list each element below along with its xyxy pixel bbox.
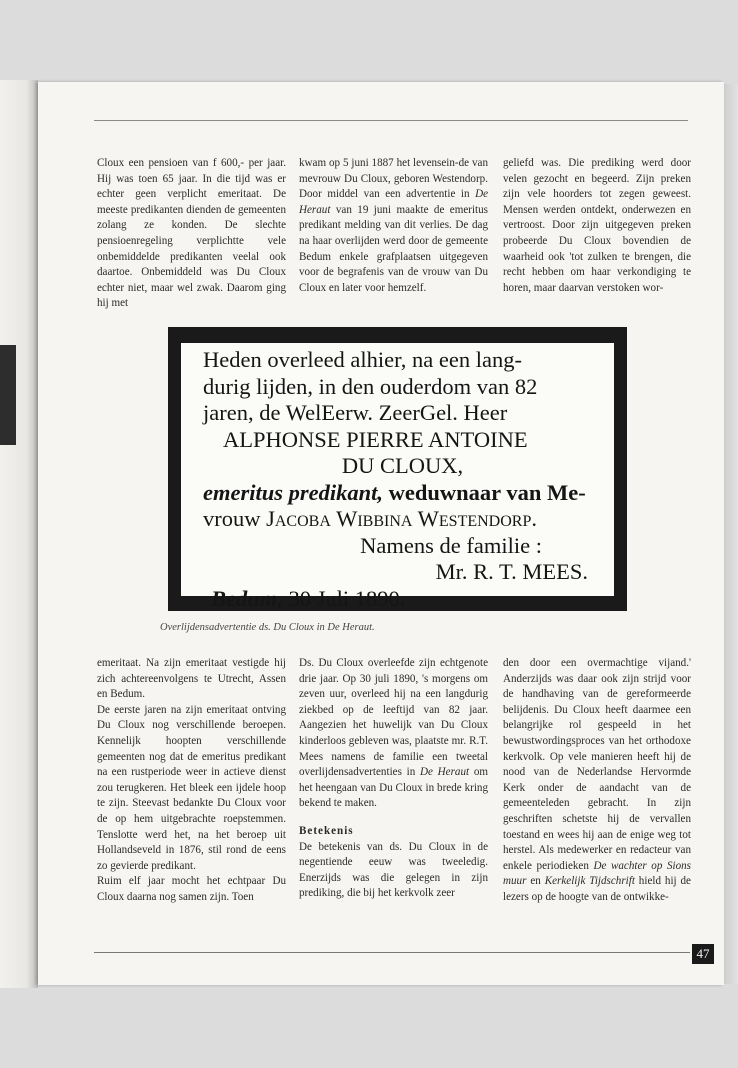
bottom-column-2	[299, 656, 488, 902]
bottom-column-1	[97, 656, 286, 906]
facing-page-mark	[0, 345, 16, 445]
notice-name-line: ALPHONSE PIERRE ANTOINE	[223, 426, 528, 452]
paragraph: Ruim elf jaar mocht het echtpaar Du Cloux daarna nog samen zijn. Toen	[97, 875, 286, 903]
death-notice-text	[181, 343, 614, 611]
top-rule	[94, 120, 688, 121]
notice-line: durig lijden, in den ouderdom van 82	[203, 373, 538, 399]
paragraph: De betekenis van ds. Du Cloux in de negentiende eeuw was tweeledig. Enerzijds was die gelegen in zijn prediking, die bij het kerkvolk zeer	[299, 840, 488, 900]
notice-line: vrouw Jacoba Wibbina Westendorp.	[203, 506, 537, 531]
notice-place-date: Bedum, 30 Juli 1890.	[211, 585, 406, 611]
notice-line: emeritus predikant, weduwnaar van Me-	[203, 479, 586, 505]
journal-title: De wachter op Sions muur	[503, 859, 691, 888]
top-column-1	[97, 156, 286, 312]
page-right-edge	[724, 84, 738, 984]
death-notice	[168, 327, 627, 611]
paragraph: emeritaat. Na zijn emeritaat vestigde hij zich achtereenvolgens te Utrecht, Assen en Bedum.	[97, 657, 286, 701]
paragraph: Cloux een pensioen van f 600,- per jaar. Hij was toen 65 jaar. In die tijd was er echter geen verplicht emeritaat. De meeste predikanten dienden de gemeenten zolang ze konden. De slechte pensioenregeling verplichtte vele onbemiddelde predikanten veelal ook daartoe. Onbemiddeld was Du Cloux echter niet, maar wel zwak. Daarom ging hij met	[97, 157, 286, 310]
journal-title: Kerkelijk Tijdschrift	[544, 875, 635, 888]
paragraph: De eerste jaren na zijn emeritaat ontving Du Cloux nog verschillende beroepen. Kennelijk hoopten verschillende gemeenten nog dat de emeritus predikant na een rustperiode weer in actieve dienst zou terugkeren. Het bleek een ijdele hoop te zijn. Steevast bedankte Du Cloux voor de op hem uitgebrachte roepstemmen. Tenslotte werd het, na het beroep uit Hollandseveld in 1876, stil rond de eens zo gevierde predikant.	[97, 703, 286, 872]
notice-name-line: DU CLOUX,	[341, 453, 464, 478]
bottom-column-3	[503, 656, 691, 906]
paragraph: den door een overmachtige vijand.' Anderzijds was daar ook zijn strijd voor de handhaving van de gereformeerde belijdenis. Du Cloux heeft daarmee een belangrijke rol gespeeld in het bewustwordingsproces van het orthodoxe kerkvolk. Op vele manieren heeft hij de nood van de Nederlandse Hervormde Kerk onder de aandacht van de gemeenteleden gebracht. In zijn geschriften schetste hij de vervallen toestand en wees hij aan de enige weg tot herstel. Als medewerker en redacteur van enkele periodieken De wachter op Sions muur en Kerkelijk Tijdschrift hield hij de lezers op de hoogte van de ontwikke-	[503, 657, 691, 903]
notice-signature: Mr. R. T. MEES.	[435, 559, 588, 584]
notice-signoff: Namens de familie :	[360, 532, 542, 558]
notice-line: jaren, de WelEerw. ZeerGel. Heer	[203, 400, 508, 425]
bottom-rule	[94, 952, 690, 953]
notice-line: Heden overleed alhier, na een lang-	[203, 347, 522, 372]
page-number: 47	[692, 944, 714, 964]
paragraph: kwam op 5 juni 1887 het levensein-de van mevrouw Du Cloux, geboren Westendorp. Door middel van een advertentie in De Heraut van 19 juni maakte de emeritus predikant melding van dit verlies. De dag na haar overlijden werd door de gemeente Bedum enkele grafplaatsen uitgegeven voor de begrafenis van de vrouw van Du Cloux en later voor hemzelf.	[299, 157, 488, 294]
top-column-3	[503, 156, 691, 296]
section-heading: Betekenis	[299, 824, 354, 837]
paragraph: Ds. Du Cloux overleefde zijn echtgenote drie jaar. Op 30 juli 1890, 's morgens om zeven uur, overleed hij na een langdurig ziekbed op de leeftijd van 82 jaar. Aangezien het huwelijk van Du Cloux kinderloos gebleven was, plaatste mr. R.T. Mees namens de familie een tweetal overlijdensadvertenties in De Heraut om het heengaan van Du Cloux in brede kring bekend te maken.	[299, 657, 489, 810]
paragraph: geliefd was. Die prediking werd door velen gezocht en begeerd. Zijn preken zijn vele hoorders tot zegen geweest. Mensen werden ontdekt, onderwezen en vertroost. Door zijn uitgegeven preken probeerde Du Cloux bovendien de waarheid ook 'tot zulken te brengen, die recht hebben om haar verkondiging te horen, maar daarvan verstoken wor-	[503, 157, 691, 294]
figure-caption: Overlijdensadvertentie ds. Du Cloux in De Heraut.	[160, 622, 375, 633]
top-column-2	[299, 156, 488, 296]
journal-title: De Heraut	[419, 766, 470, 779]
journal-title: De Heraut	[299, 188, 488, 216]
facing-page-edge	[0, 80, 38, 988]
